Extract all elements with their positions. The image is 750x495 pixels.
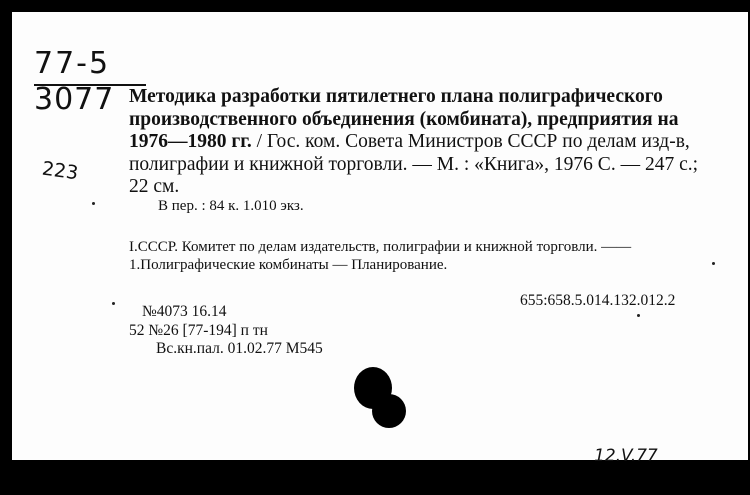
speck <box>92 202 95 205</box>
handwritten-side-note: 223 <box>40 157 80 185</box>
handwritten-code: 77-5 <box>34 46 111 81</box>
record-number: №4073 16.14 <box>142 303 227 320</box>
registry-line: 52 №26 [77-194] п тн <box>129 322 268 339</box>
speck <box>712 262 715 265</box>
speck <box>637 314 640 317</box>
book-title: Методика разработки пятилетнего плана полиграфического производственного объединения (комбината), предприятия на 1976—1980 гг. <box>129 86 679 152</box>
chamber-line: Вс.кн.пал. 01.02.77 М545 <box>156 340 323 357</box>
udc-code: 655:658.5.014.132.012.2 <box>520 292 676 309</box>
subject-headings: I.СССР. Комитет по делам издательств, полиграфии и книжной торговли. ——1.Полиграфические комбинаты — Планирование. <box>129 239 632 273</box>
binding-price: В пер. : 84 к. 1.010 экз. <box>158 198 304 214</box>
handwritten-date: 12.V.77 <box>594 446 658 466</box>
bibliographic-entry <box>129 86 719 199</box>
speck <box>112 302 115 305</box>
handwritten-number: 3077 <box>34 82 115 117</box>
publication-details: / Гос. ком. Совета Министров СССР по делам изд-в, полиграфии и книжной торговли. — М. : «Книга», 1976 С. — 247 с.; 22 см. <box>129 131 699 197</box>
catalog-card <box>12 12 748 466</box>
punch-hole-lower <box>372 394 406 428</box>
